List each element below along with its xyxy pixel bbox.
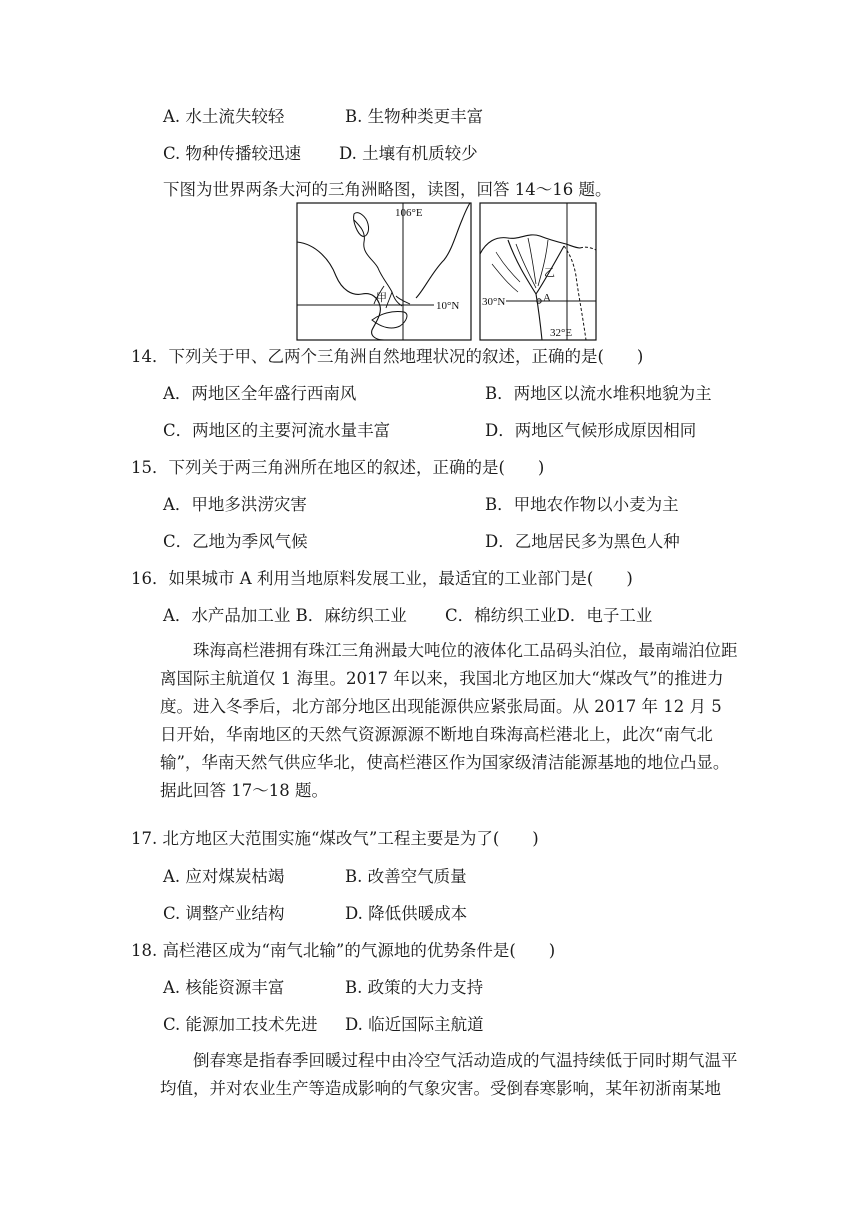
q14-option-b: B．两地区以流水堆积地貌为主 [485, 384, 712, 403]
q15-option-c: C．乙地为季风气候 [163, 532, 308, 551]
q14-option-c: C．两地区的主要河流水量丰富 [163, 421, 391, 440]
delta-maps-svg [296, 202, 598, 342]
map-right-delta-label: 乙 [544, 267, 555, 279]
q17-option-c: C. 调整产业结构 [163, 904, 285, 923]
q17-stem: 17. 北方地区大范围实施“煤改气”工程主要是为了( ) [131, 829, 539, 848]
q13-option-b: B. 生物种类更丰富 [345, 107, 484, 126]
q17-option-a: A. 应对煤炭枯竭 [163, 867, 285, 886]
q18-stem: 18. 高栏港区成为“南气北输”的气源地的优势条件是( ) [131, 941, 556, 960]
q15-option-d: D．乙地居民多为黑色人种 [485, 532, 680, 551]
q18-option-d: D. 临近国际主航道 [345, 1015, 484, 1034]
passage-17-18 [160, 637, 740, 805]
q15-option-b: B．甲地农作物以小麦为主 [485, 495, 679, 514]
q18-option-a: A. 核能资源丰富 [163, 978, 285, 997]
delta-maps [296, 202, 598, 342]
map-right-lon-label: 32°E [550, 327, 573, 339]
q15-option-a: A．甲地多洪涝灾害 [163, 495, 307, 514]
map-left-frame [297, 203, 471, 340]
q16-stem: 16．如果城市 A 利用当地原料发展工业，最适宜的工业部门是( ) [131, 569, 633, 588]
map-right-frame [480, 203, 596, 340]
q13-option-a: A. 水土流失较轻 [163, 107, 285, 126]
q18-option-b: B. 政策的大力支持 [345, 978, 484, 997]
map-left-lon-label: 106°E [395, 207, 423, 219]
q18-option-c: C. 能源加工技术先进 [163, 1015, 318, 1034]
q14-stem: 14．下列关于甲、乙两个三角洲自然地理状况的叙述，正确的是( ) [131, 347, 644, 366]
map-right-lat-label: 30°N [482, 296, 506, 308]
map-left-lat-label: 10°N [436, 300, 460, 312]
q17-option-b: B. 改善空气质量 [345, 867, 467, 886]
q15-stem: 15．下列关于两三角洲所在地区的叙述，正确的是( ) [131, 458, 545, 477]
q14-option-d: D．两地区气候形成原因相同 [485, 421, 697, 440]
q13-option-c: C. 物种传播较迅速 [163, 144, 302, 163]
q16-options: A．水产品加工业 B．麻纺织工业 C．棉纺织工业D．电子工业 [163, 606, 653, 625]
passage-spring-cold [160, 1047, 740, 1103]
q13-option-d: D. 土壤有机质较少 [339, 144, 478, 163]
q14-option-a: A．两地区全年盛行西南风 [163, 384, 357, 403]
passage-spring-cold-text: 倒春寒是指春季回暖过程中由冷空气活动造成的气温持续低于同时期气温平均值，并对农业生产等造成影响的气象灾害。受倒春寒影响，某年初浙南某地 [160, 1051, 738, 1098]
passage-17-18-text: 珠海高栏港拥有珠江三角洲最大吨位的液体化工品码头泊位，最南端泊位距离国际主航道仅 1 海里。2017 年以来，我国北方地区加大“煤改气”的推进力度。进入冬季后，北方部分地区出现能源供应紧张局面。从 2017 年 12 月 5 日开始，华南地区的天然气资源源源不断地自珠海高栏港北上，此次“南气北输”，华南天然气供应华北，使高栏港区作为国家级清洁能源基地的地位凸显。据此回答 17～18 题。 [160, 641, 738, 800]
intro-14-16: 下图为世界两条大河的三角洲略图，读图，回答 14～16 题。 [163, 180, 612, 199]
map-right-city-label: A [543, 292, 551, 304]
q17-option-d: D. 降低供暖成本 [345, 904, 468, 923]
map-left-delta-label: 甲 [376, 292, 387, 304]
